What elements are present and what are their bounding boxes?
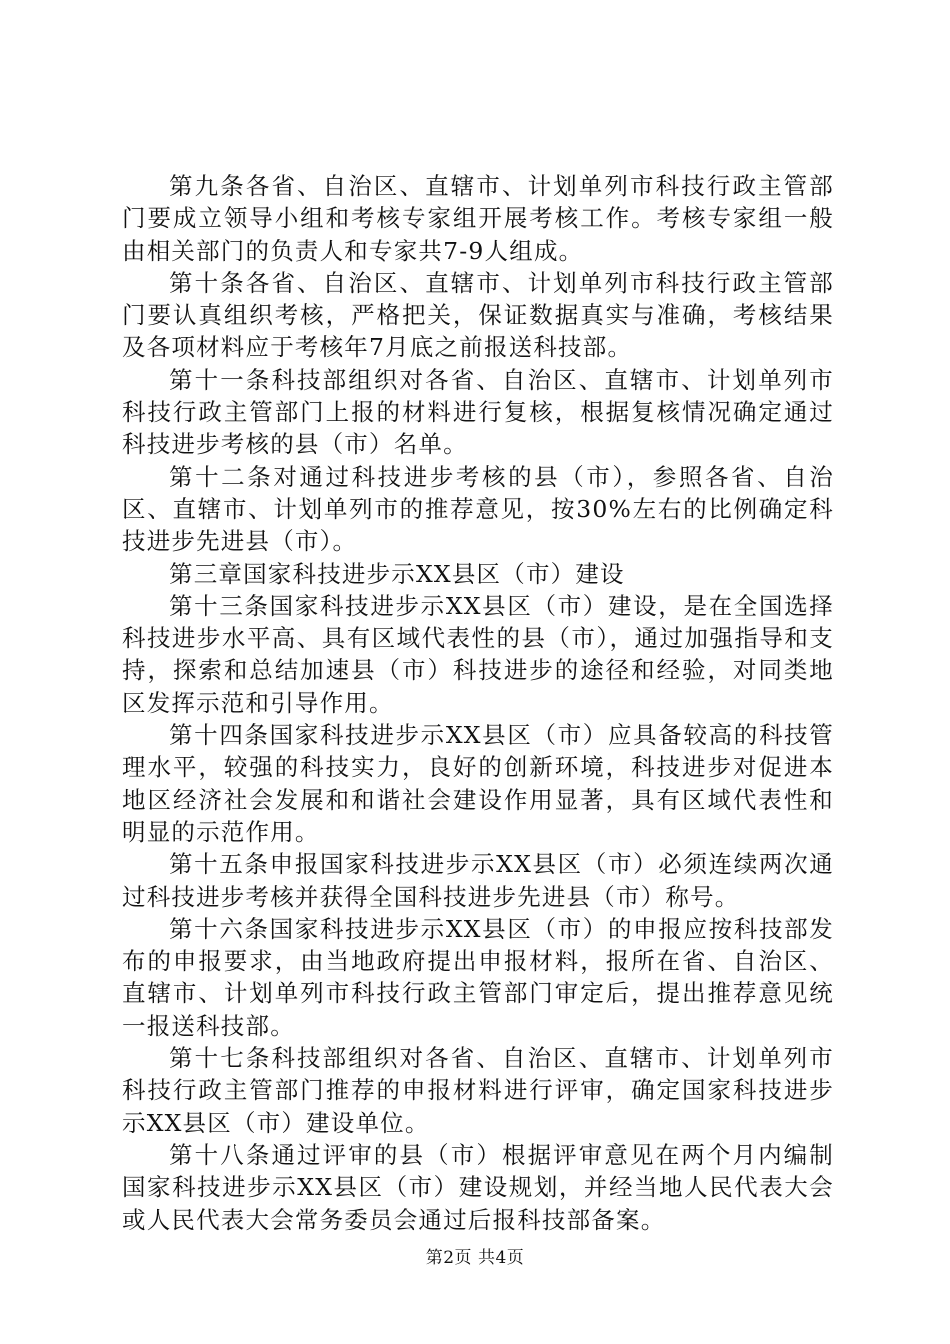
chapter-heading: 第三章国家科技进步示XX县区（市）建设 [169, 559, 625, 588]
paragraph-article-18: 第十八条通过评审的县（市）根据评审意见在两个月内编制国家科技进步示XX县区（市）建设规划，并经当地人民代表大会或人民代表大会常务委员会通过后报科技部备案。 [122, 1140, 834, 1234]
page-number-footer: 第2页 共4页 [425, 1248, 525, 1268]
paragraph-article-14: 第十四条国家科技进步示XX县区（市）应具备较高的科技管理水平，较强的科技实力，良好的创新环境，科技进步对促进本地区经济社会发展和和谐社会建设作用显著，具有区域代表性和明显的示范作用。 [122, 721, 834, 846]
paragraph-article-12: 第十二条对通过科技进步考核的县（市），参照各省、自治区、直辖市、计划单列市的推荐意见，按30%左右的比例确定科技进步先进县（市）。 [122, 462, 834, 556]
paragraph-article-11: 第十一条科技部组织对各省、自治区、直辖市、计划单列市科技行政主管部门上报的材料进行复核，根据复核情况确定通过科技进步考核的县（市）名单。 [122, 365, 834, 459]
paragraph-article-17: 第十七条科技部组织对各省、自治区、直辖市、计划单列市科技行政主管部门推荐的申报材料进行评审，确定国家科技进步示XX县区（市）建设单位。 [122, 1044, 834, 1137]
paragraph-article-13: 第十三条国家科技进步示XX县区（市）建设，是在全国选择科技进步水平高、具有区域代表性的县（市），通过加强指导和支持，探索和总结加速县（市）科技进步的途径和经验，对同类地区发挥示范和引导作用。 [122, 591, 834, 717]
paragraph-article-16: 第十六条国家科技进步示XX县区（市）的申报应按科技部发布的申报要求，由当地政府提出申报材料，报所在省、自治区、直辖市、计划单列市科技行政主管部门审定后，提出推荐意见统一报送科技部。 [122, 914, 834, 1040]
paragraph-article-9: 第九条各省、自治区、直辖市、计划单列市科技行政主管部门要成立领导小组和考核专家组开展考核工作。考核专家组一般由相关部门的负责人和专家共7-9人组成。 [122, 172, 834, 265]
paragraph-article-15: 第十五条申报国家科技进步示XX县区（市）必须连续两次通过科技进步考核并获得全国科技进步先进县（市）称号。 [122, 850, 834, 911]
paragraph-article-10: 第十条各省、自治区、直辖市、计划单列市科技行政主管部门要认真组织考核，严格把关，保证数据真实与准确，考核结果及各项材料应于考核年7月底之前报送科技部。 [122, 268, 834, 362]
document-body [122, 170, 834, 1236]
